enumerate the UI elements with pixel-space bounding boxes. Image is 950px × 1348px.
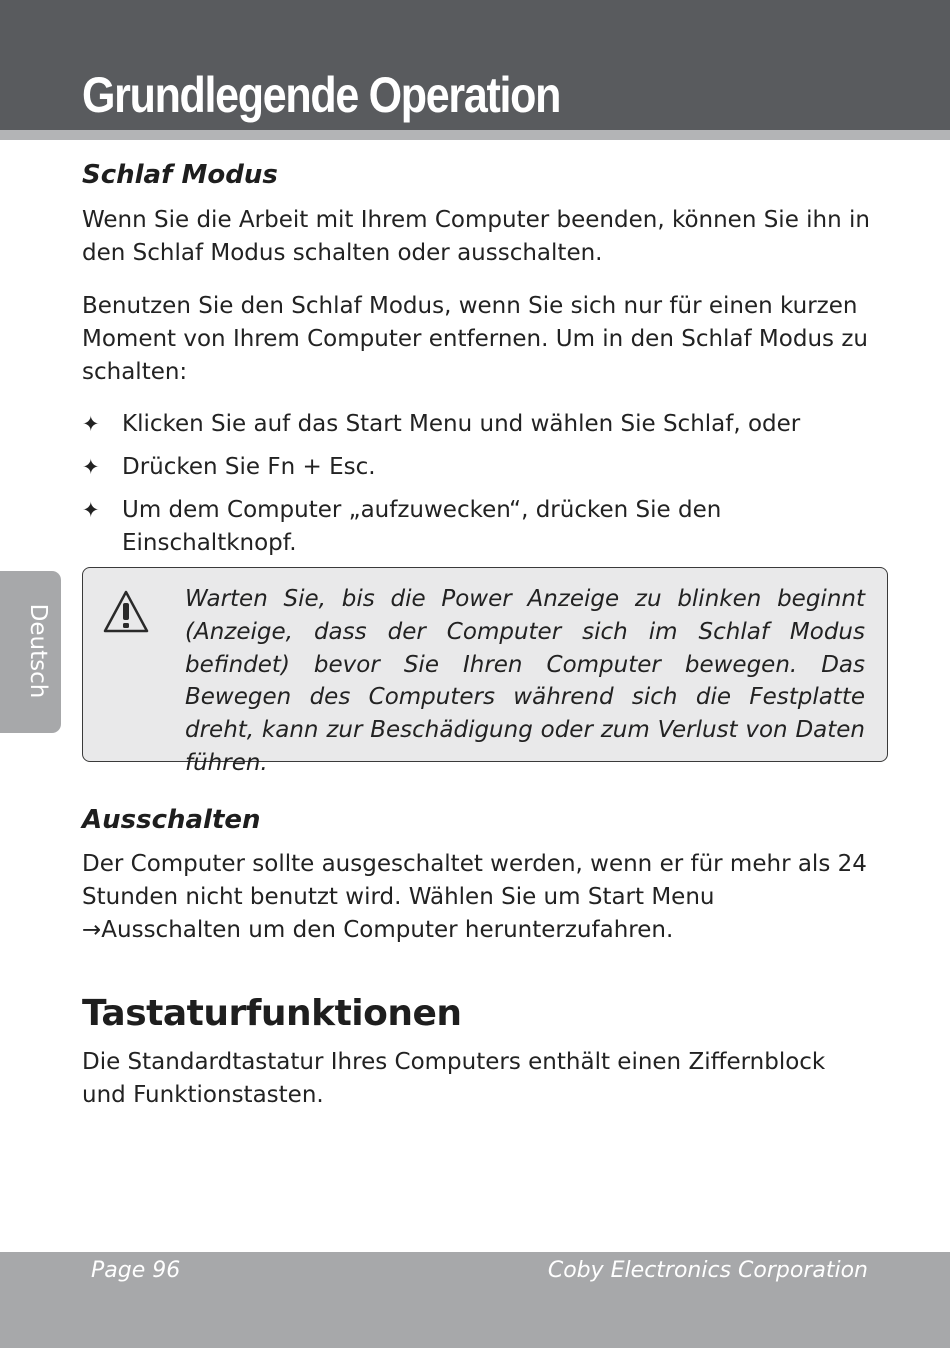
paragraph-schlaf-usage: Benutzen Sie den Schlaf Modus, wenn Sie sich nur für einen kurzen Moment von Ihrem Computer entfernen. Um in den Schlaf Modus zu schalten: — [82, 293, 868, 385]
warning-text: Warten Sie, bis die Power Anzeige zu blinken beginnt (Anzeige, dass der Computer sich im Schlaf Modus befindet) bevor Sie Ihren Computer bewegen. Das Bewegen des Computers während sich die Festplatte dreht, kann zur Beschädigung oder zum Verlust von Daten führen. — [185, 586, 865, 776]
list-item-text: Drücken Sie Fn + Esc. — [122, 454, 376, 480]
paragraph-schlaf-intro: Wenn Sie die Arbeit mit Ihrem Computer beenden, können Sie ihn in den Schlaf Modus schalten oder ausschalten. — [82, 207, 870, 266]
star-bullet-icon: ✦ — [82, 498, 100, 522]
list-item — [82, 494, 872, 560]
list-item-text: Klicken Sie auf das Start Menu und wählen Sie Schlaf, oder — [122, 411, 801, 437]
list-item-text: Um dem Computer „aufzuwecken“, drücken Sie den Einschaltknopf. — [122, 497, 722, 556]
page-title: Grundlegende Operation — [82, 67, 561, 123]
paragraph-ausschalten: Der Computer sollte ausgeschaltet werden, wenn er für mehr als 24 Stunden nicht benutzt wird. Wählen Sie um Start Menu →Ausschalten um den Computer herunterzufahren. — [82, 851, 867, 943]
star-bullet-icon: ✦ — [82, 455, 100, 479]
star-bullet-icon: ✦ — [82, 412, 100, 436]
footer-company: Coby Electronics Corporation — [547, 1258, 868, 1283]
header-divider — [0, 130, 950, 140]
heading-tastaturfunktionen: Tastaturfunktionen — [82, 993, 462, 1034]
warning-triangle-icon — [102, 588, 150, 636]
heading-ausschalten: Ausschalten — [82, 805, 261, 835]
list-item — [82, 408, 872, 441]
language-tab-label: Deutsch — [25, 603, 51, 699]
heading-schlaf-modus: Schlaf Modus — [82, 160, 278, 190]
page-number: Page 96 — [91, 1258, 181, 1283]
list-item — [82, 451, 872, 484]
paragraph-tastatur: Die Standardtastatur Ihres Computers enthält einen Ziffernblock und Funktionstasten. — [82, 1049, 826, 1108]
